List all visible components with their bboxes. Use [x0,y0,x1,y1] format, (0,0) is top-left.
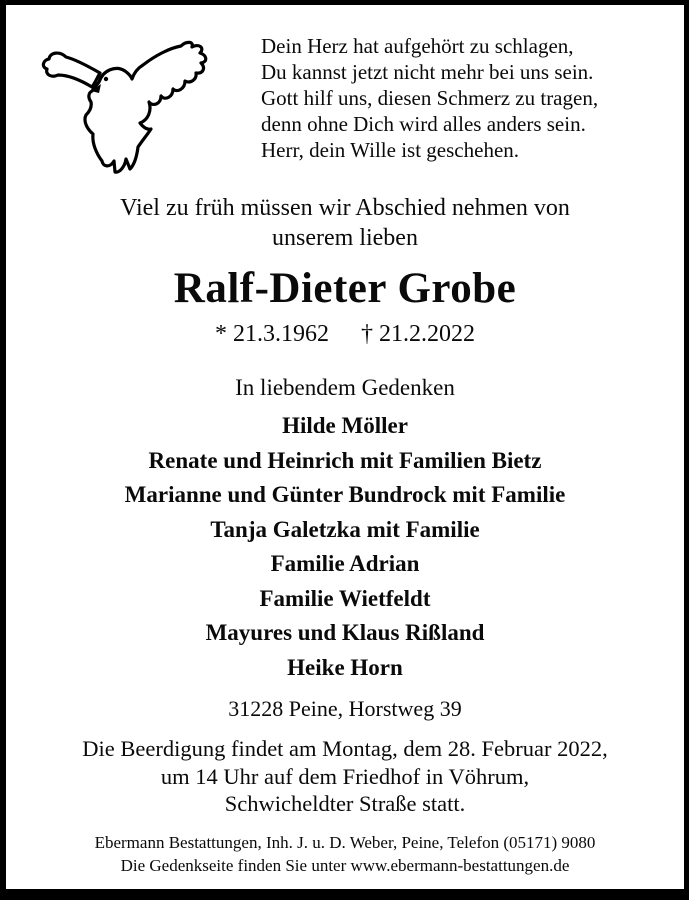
memorial-poem [261,33,598,163]
poem-line: Dein Herz hat aufgehört zu schlagen, [261,34,574,58]
mourner-name: Marianne und Günter Bundrock mit Familie [124,482,566,507]
funeral-detail-line: Die Beerdigung findet am Montag, dem 28. Februar 2022, [82,736,608,761]
funeral-detail-line: Schwicheldter Straße statt. [224,791,466,816]
deceased-name: Ralf-Dieter Grobe [173,265,517,312]
death-date: † 21.2.2022 [361,321,475,347]
mourner-name: Familie Wietfeldt [259,585,431,611]
birth-date: * 21.3.1962 [215,321,329,347]
mourner-name: Tanja Galetzka mit Familie [210,516,480,542]
funeral-home-line: Ebermann Bestattungen, Inh. J. u. D. Weber, Peine, Telefon (05171) 9080 [94,832,596,852]
poem-line: denn ohne Dich wird alles anders sein. [261,112,586,136]
funeral-detail-line: um 14 Uhr auf dem Friedhof in Vöhrum, [160,763,530,789]
memorial-heading: In liebendem Gedenken [235,375,455,400]
mourner-name: Hilde Möller [282,413,408,438]
funeral-home-footer [6,831,684,877]
memorial-website-line: Die Gedenkseite finden Sie unter www.ebermann-bestattungen.de [120,855,570,875]
life-dates [6,319,684,349]
poem-line: Du kannst jetzt nicht mehr bei uns sein. [261,60,594,84]
mourner-name: Mayures und Klaus Rißland [205,620,485,645]
dove-eye [104,77,108,81]
notice-header [6,33,684,175]
intro-text [6,193,684,253]
funeral-details [6,735,684,818]
mourners-list [6,409,684,685]
mourner-name: Heike Horn [287,654,403,680]
intro-line-2: unserem lieben [272,225,418,251]
intro-line-1: Viel zu früh müssen wir Abschied nehmen von [120,195,570,221]
dove-icon [30,35,215,175]
mourner-name: Renate und Heinrich mit Familien Bietz [148,447,542,473]
poem-line: Gott hilf uns, diesen Schmerz zu tragen, [261,86,599,110]
notice-content [6,5,684,877]
poem-line: Herr, dein Wille ist geschehen. [261,138,520,162]
address-line: 31228 Peine, Horstweg 39 [228,696,462,721]
mourner-name: Familie Adrian [270,551,420,576]
